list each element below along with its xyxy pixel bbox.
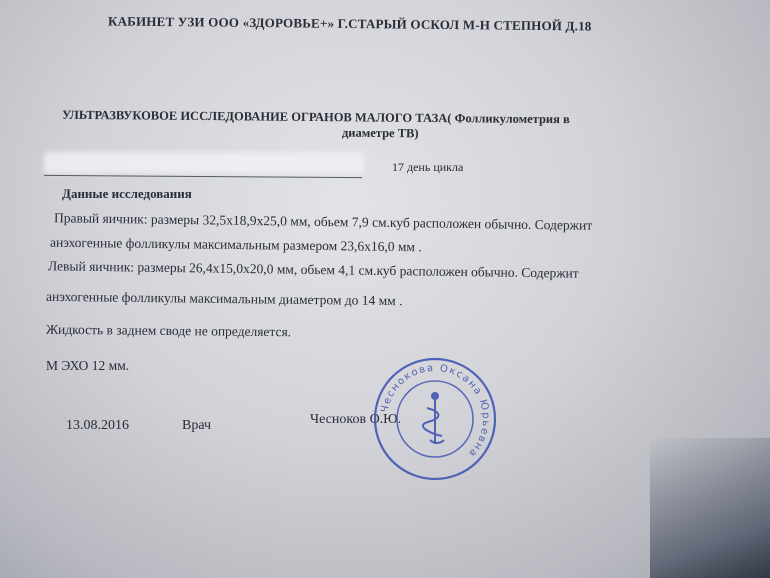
left-follicles-line: анэхогенные фолликулы максимальным диаметром до 14 мм . xyxy=(45,288,403,309)
doctor-stamp xyxy=(372,356,498,482)
redacted-patient-name xyxy=(44,152,364,174)
clinic-header: КАБИНЕТ УЗИ ООО «ЗДОРОВЬЕ+» Г.СТАРЫЙ ОСКОЛ М-Н СТЕПНОЙ Д.18 xyxy=(107,13,592,34)
right-ovary-line: Правый яичник: размеры 32,5x18,9x25,0 мм, обьем 7,9 см.куб расположен обычно. Содержит xyxy=(53,210,593,233)
report-date: 13.08.2016 xyxy=(66,418,129,433)
m-echo-line: М ЭХО 12 мм. xyxy=(46,358,130,373)
shadow-corner xyxy=(650,438,770,578)
caduceus-icon xyxy=(423,393,444,444)
section-title: Данные исследования xyxy=(62,186,192,201)
report-title-line2: диаметре ТВ) xyxy=(341,125,419,141)
report-title-line1: УЛЬТРАЗВУКОВОЕ ИССЛЕДОВАНИЕ ОГРАНОВ МАЛОГО ТАЗА( Фолликулометрия в xyxy=(61,107,570,127)
stamp-ring-text: Чеснокова Оксана Юрьевна xyxy=(379,362,492,460)
doctor-label: Врач xyxy=(182,418,212,433)
left-ovary-line: Левый яичник: размеры 26,4x15,0x20,0 мм, обьем 4,1 см.куб расположен обычно. Содержит xyxy=(47,258,579,281)
right-follicles-line: анэхогенные фолликулы максимальным размером 23,6x16,0 мм . xyxy=(49,234,422,255)
cycle-day: 17 день цикла xyxy=(392,160,464,174)
fluid-line: Жидкость в заднем своде не определяется. xyxy=(45,321,292,340)
doctor-name: Чесноков О.Ю. xyxy=(310,412,402,427)
